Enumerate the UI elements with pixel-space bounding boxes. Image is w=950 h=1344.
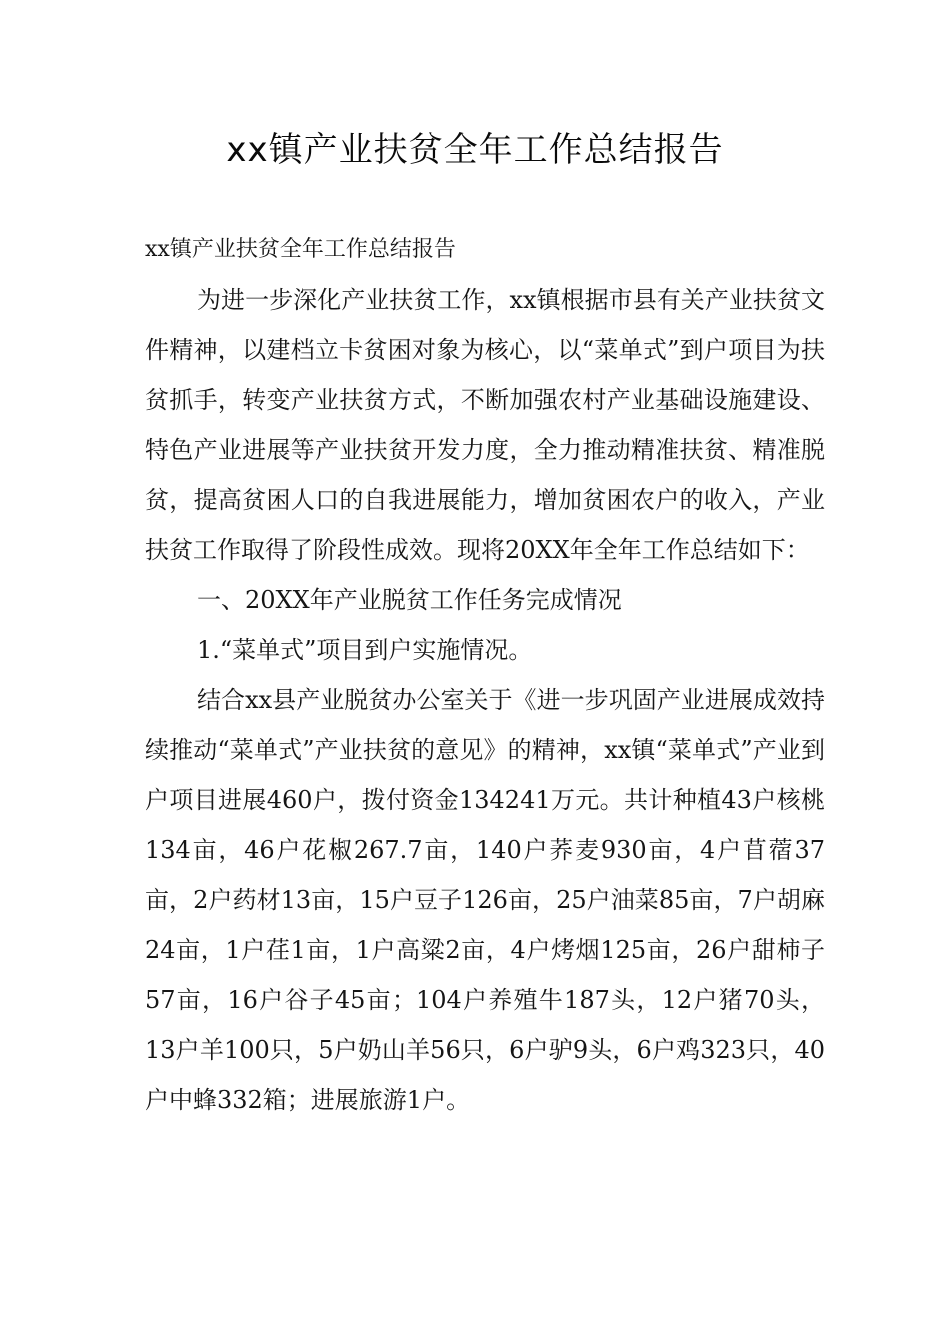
document-subtitle: xx镇产业扶贫全年工作总结报告 (145, 237, 456, 262)
document-title: xx镇产业扶贫全年工作总结报告 (226, 130, 724, 170)
document-body (145, 225, 825, 1125)
subsection-heading-1: 1.“菜单式”项目到户实施情况。 (197, 636, 533, 664)
paragraph-intro: 为进一步深化产业扶贫工作，xx镇根据市县有关产业扶贫文件精神，以建档立卡贫困对象为核心，以“菜单式”到户项目为扶贫抓手，转变产业扶贫方式，不断加强农村产业基础设施建设、特色产业进展等产业扶贫开发力度，全力推动精准扶贫、精准脱贫，提高贫困人口的自我进展能力，增加贫困农户的收入，产业扶贫工作取得了阶段性成效。现将20XX年全年工作总结如下： (145, 286, 825, 564)
section-heading-1: 一、20XX年产业脱贫工作任务完成情况 (197, 586, 622, 614)
paragraph-project-details: 结合xx县产业脱贫办公室关于《进一步巩固产业进展成效持续推动“菜单式”产业扶贫的意见》的精神，xx镇“菜单式”产业到户项目进展460户，拨付资金134241万元。共计种植43户核桃134亩，46户花椒267.7亩，140户荞麦930亩，4户苜蓿37亩，2户药材13亩，15户豆子126亩，25户油菜85亩，7户胡麻24亩，1户荏1亩，1户高粱2亩，4户烤烟125亩，26户甜柿子57亩，16户谷子45亩；104户养殖牛187头，12户猪70头，13户羊100只，5户奶山羊56只，6户驴9头，6户鸡323只，40户中蜂332箱；进展旅游1户。 (145, 686, 825, 1114)
